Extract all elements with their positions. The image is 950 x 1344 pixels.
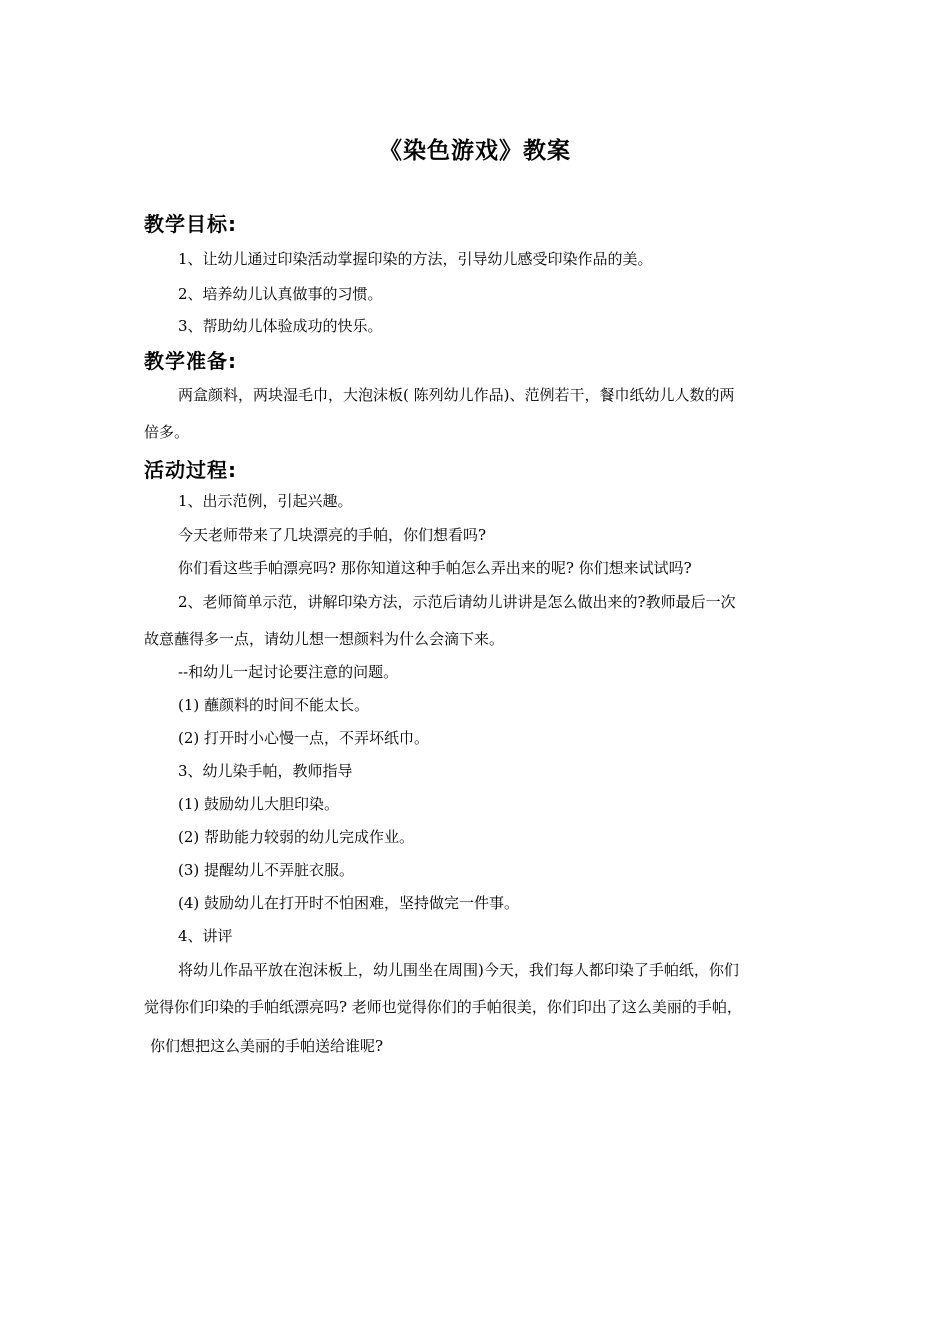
goal-item-2: 2、培养幼儿认真做事的习惯。 bbox=[178, 285, 383, 303]
process-line-16: 觉得你们印染的手帕纸漂亮吗? 老师也觉得你们的手帕很美，你们印出了这么美丽的手帕， bbox=[144, 998, 742, 1016]
process-line-3: 你们看这些手帕漂亮吗? 那你知道这种手帕怎么弄出来的呢? 你们想来试试吗? bbox=[178, 559, 692, 577]
process-line-8: (2) 打开时小心慢一点，不弄坏纸巾。 bbox=[178, 729, 430, 747]
process-line-7: (1) 蘸颜料的时间不能太长。 bbox=[178, 696, 370, 714]
process-line-2: 今天老师带来了几块漂亮的手帕，你们想看吗? bbox=[178, 526, 487, 544]
heading-prep: 教学准备: bbox=[144, 349, 237, 373]
process-line-1: 1、出示范例，引起兴趣。 bbox=[178, 492, 353, 510]
process-line-17: 你们想把这么美丽的手帕送给谁呢? bbox=[150, 1037, 384, 1055]
process-line-6: --和幼儿一起讨论要注意的问题。 bbox=[178, 663, 399, 681]
process-line-13: (4) 鼓励幼儿在打开时不怕困难，坚持做完一件事。 bbox=[178, 894, 520, 912]
goal-item-1: 1、让幼儿通过印染活动掌握印染的方法，引导幼儿感受印染作品的美。 bbox=[178, 250, 653, 268]
process-line-9: 3、幼儿染手帕，教师指导 bbox=[178, 762, 353, 780]
process-line-11: (2) 帮助能力较弱的幼儿完成作业。 bbox=[178, 828, 415, 846]
document-title: 《染色游戏》教案 bbox=[379, 138, 571, 164]
process-line-12: (3) 提醒幼儿不弄脏衣服。 bbox=[178, 861, 355, 879]
prep-line-2: 倍多。 bbox=[144, 423, 190, 441]
heading-process: 活动过程: bbox=[144, 458, 237, 482]
process-line-5: 故意蘸得多一点，请幼儿想一想颜料为什么会滴下来。 bbox=[144, 630, 505, 648]
heading-goals: 教学目标: bbox=[144, 212, 237, 236]
process-line-10: (1) 鼓励幼儿大胆印染。 bbox=[178, 795, 340, 813]
process-line-14: 4、讲评 bbox=[178, 927, 233, 945]
process-line-4: 2、老师简单示范，讲解印染方法，示范后请幼儿讲讲是怎么做出来的?教师最后一次 bbox=[178, 593, 736, 611]
goal-item-3: 3、帮助幼儿体验成功的快乐。 bbox=[178, 317, 383, 335]
prep-line-1: 两盒颜料，两块湿毛巾，大泡沫板( 陈列幼儿作品)、范例若干，餐巾纸幼儿人数的两 bbox=[178, 386, 735, 404]
process-line-15: 将幼儿作品平放在泡沫板上，幼儿围坐在周围)今天，我们每人都印染了手帕纸，你们 bbox=[178, 961, 739, 979]
